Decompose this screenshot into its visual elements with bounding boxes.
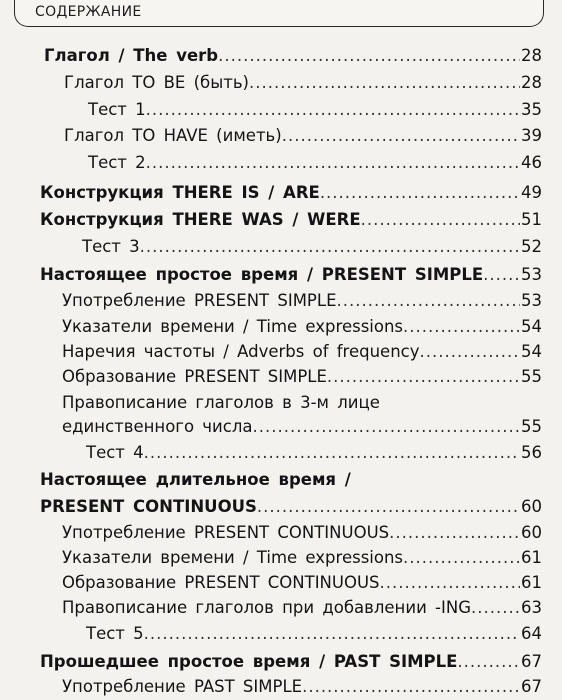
toc-entry-page: 46 — [521, 153, 542, 172]
toc-entry[interactable] — [40, 497, 542, 517]
toc-entry-label: Наречия частоты / Adverbs of frequency — [62, 342, 420, 361]
dot-leader — [218, 46, 520, 66]
toc-entry-label: Тест 3 — [82, 237, 140, 256]
dot-leader — [483, 265, 520, 285]
dot-leader — [146, 100, 520, 120]
dot-leader — [257, 497, 520, 517]
toc-entry-label: Тест 1 — [88, 100, 146, 119]
dot-leader — [282, 126, 520, 146]
toc-entry-label: Тест 5 — [86, 624, 144, 643]
toc-entry-label: Конструкция THERE IS / ARE — [40, 183, 320, 202]
toc-entry[interactable] — [62, 342, 542, 362]
dot-leader — [144, 443, 520, 463]
toc-entry-page: 61 — [521, 573, 542, 592]
toc-entry-page: 61 — [521, 548, 542, 567]
toc-entry-label: Глагол TO HAVE (иметь) — [64, 126, 282, 145]
toc-entry-label: Прошедшее простое время / PAST SIMPLE — [40, 652, 458, 671]
toc-entry[interactable] — [62, 677, 542, 697]
toc-entry-page: 39 — [521, 126, 542, 145]
dot-leader — [403, 317, 520, 337]
toc-entry[interactable] — [62, 598, 542, 618]
toc-entry-page: 55 — [521, 417, 542, 436]
toc-entry-label: Употребление PRESENT SIMPLE — [62, 291, 337, 310]
toc-entry[interactable] — [40, 183, 542, 203]
dot-leader — [420, 342, 520, 362]
toc-entry-page: 28 — [521, 46, 542, 65]
toc-entry[interactable] — [62, 417, 542, 437]
toc-entry-label: Настоящее простое время / PRESENT SIMPLE — [40, 265, 484, 284]
dot-leader — [403, 548, 520, 568]
toc-entry[interactable] — [88, 100, 542, 120]
dot-leader — [302, 677, 520, 697]
toc-entry[interactable] — [62, 573, 542, 593]
toc-entry-label: Образование PRESENT SIMPLE — [62, 367, 327, 386]
dot-leader — [471, 598, 520, 618]
toc-entry-label: Тест 2 — [88, 153, 146, 172]
toc-entry-label: Правописание глаголов при добавлении -ING — [62, 598, 471, 617]
toc-entry[interactable] — [44, 46, 542, 66]
toc-entry-label: Тест 4 — [86, 443, 144, 462]
toc-entry-label: Правописание глаголов в 3-м лице — [62, 393, 380, 412]
toc-entry-page: 54 — [521, 317, 542, 336]
toc-entry-label: Настоящее длительное время / — [40, 470, 351, 489]
toc-entry[interactable] — [62, 317, 542, 337]
toc-entry[interactable] — [62, 291, 542, 311]
toc-entry-label: Образование PRESENT CONTINUOUS — [62, 573, 380, 592]
toc-entry[interactable] — [62, 523, 542, 543]
toc-entry[interactable] — [40, 210, 542, 230]
toc-entry-label: Указатели времени / Time expressions — [62, 317, 404, 336]
toc-entry-label: Указатели времени / Time expressions — [62, 548, 404, 567]
dot-leader — [457, 652, 520, 672]
section-title: СОДЕРЖАНИЕ — [35, 4, 142, 20]
toc-entry-page: 35 — [521, 100, 542, 119]
toc-entry-page: 56 — [521, 443, 542, 462]
toc-entry-page: 67 — [521, 652, 542, 671]
dot-leader — [389, 523, 520, 543]
toc-entry-label: Конструкция THERE WAS / WERE — [40, 210, 361, 229]
toc-entry-page: 54 — [521, 342, 542, 361]
toc-entry[interactable] — [40, 265, 542, 285]
dot-leader — [253, 417, 520, 437]
dot-leader — [337, 291, 520, 311]
toc-entry-page: 49 — [521, 183, 542, 202]
toc-entry-page: 55 — [521, 367, 542, 386]
toc-entry-label: Употребление PRESENT CONTINUOUS — [62, 523, 390, 542]
toc-entry[interactable] — [86, 443, 542, 463]
dot-leader — [146, 153, 520, 173]
toc-entry-page: 28 — [521, 73, 542, 92]
dot-leader — [320, 183, 520, 203]
toc-entry[interactable] — [62, 367, 542, 387]
toc-entry-label: Глагол / The verb — [44, 46, 219, 65]
toc-entry-label: Глагол TO BE (быть) — [64, 73, 249, 92]
toc-entry-page: 51 — [521, 210, 542, 229]
toc-entry[interactable] — [40, 652, 542, 672]
dot-leader — [361, 210, 520, 230]
toc-entry[interactable] — [64, 73, 542, 93]
toc-entry[interactable] — [82, 237, 542, 257]
toc-entry-label-continued: PRESENT CONTINUOUS — [40, 497, 257, 516]
toc-entry-page: 64 — [521, 624, 542, 643]
dot-leader — [327, 367, 520, 387]
toc-entry-page: 53 — [521, 291, 542, 310]
toc-entry-page: 53 — [521, 265, 542, 284]
dot-leader — [249, 73, 520, 93]
toc-entry-page: 67 — [521, 677, 542, 696]
toc-entry-page: 60 — [521, 497, 542, 516]
toc-entry[interactable] — [64, 126, 542, 146]
dot-leader — [140, 237, 520, 257]
toc-entry-page: 52 — [521, 237, 542, 256]
toc-entry-label: Употребление PAST SIMPLE — [62, 677, 303, 696]
toc-entry[interactable] — [86, 624, 542, 644]
toc-entry-page: 63 — [521, 598, 542, 617]
dot-leader — [144, 624, 520, 644]
toc-entry[interactable] — [62, 548, 542, 568]
toc-entry[interactable] — [88, 153, 542, 173]
toc-entry-page: 60 — [521, 523, 542, 542]
dot-leader — [380, 573, 520, 593]
toc-entry-label-continued: единственного числа — [62, 417, 253, 436]
